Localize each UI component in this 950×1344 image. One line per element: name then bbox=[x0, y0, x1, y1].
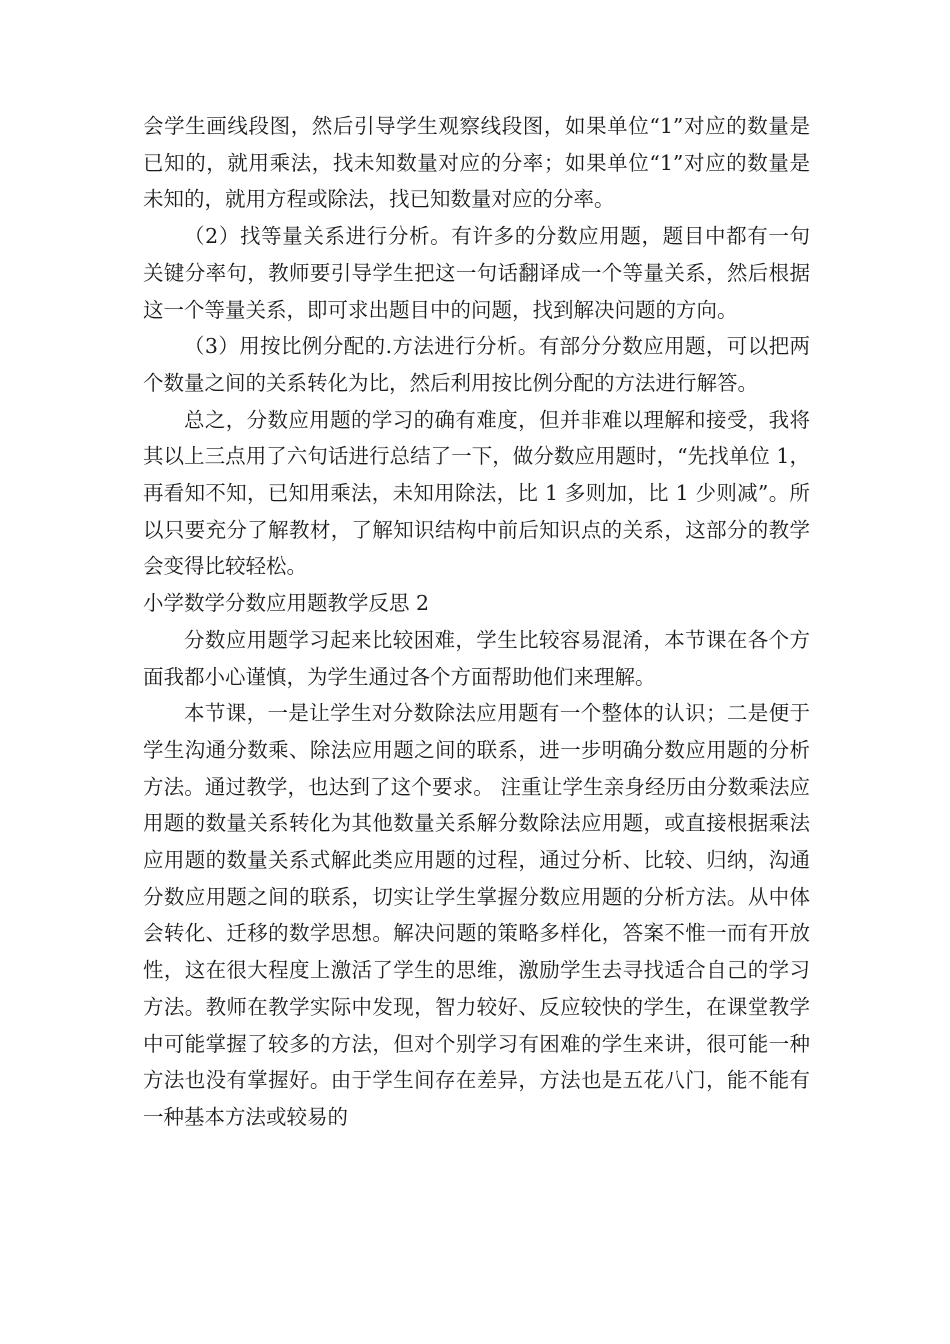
document-body bbox=[143, 108, 810, 1136]
section-heading: 小学数学分数应用题教学反思 2 bbox=[143, 591, 430, 616]
paragraph-continuation: 会学生画线段图，然后引导学生观察线段图，如果单位“1”对应的数量是已知的，就用乘法，找未知数量对应的分率；如果单位“1”对应的数量是未知的，就用方程或除法，找已知数量对应的分率。 bbox=[143, 114, 810, 212]
paragraph-lesson-reflection: 本节课，一是让学生对分数除法应用题有一个整体的认识；二是便于学生沟通分数乘、除法应用题之间的联系，进一步明确分数应用题的分析方法。通过教学，也达到了这个要求。 注重让学生亲身经历由分数乘法应用题的数量关系转化为其他数量关系解分数除法应用题，或直接根据乘法应用题的数量关系式解此类应用题的过程，通过分析、比较、归纳，沟通分数应用题之间的联系，切实让学生掌握分数应用题的分析方法。从中体会转化、迁移的数学思想。解决问题的策略多样化，答案不惟一而有开放性，这在很大程度上激活了学生的思维，激励学生去寻找适合自己的学习方法。教师在教学实际中发现，智力较好、反应较快的学生，在课堂教学中可能掌握了较多的方法，但对个别学习有困难的学生来讲，很可能一种方法也没有掌握好。由于学生间存在差异，方法也是五花八门，能不能有一种基本方法或较易的 bbox=[143, 701, 810, 1129]
paragraph-intro-2: 分数应用题学习起来比较困难，学生比较容易混淆，本节课在各个方面我都小心谨慎，为学生通过各个方面帮助他们来理解。 bbox=[143, 627, 810, 689]
paragraph-summary: 总之，分数应用题的学习的确有难度，但并非难以理解和接受，我将其以上三点用了六句话进行总结了一下，做分数应用题时，“先找单位 1，再看知不知，已知用乘法，未知用除法，比 1 多则加，比 1 少则减”。所以只要充分了解教材，了解知识结构中前后知识点的关系，这部分的教学会变得比较轻松。 bbox=[143, 407, 810, 579]
paragraph-method-2: （2）找等量关系进行分析。有许多的分数应用题，题目中都有一句关键分率句，教师要引导学生把这一句话翻译成一个等量关系，然后根据这一个等量关系，即可求出题目中的问题，找到解决问题的方向。 bbox=[143, 224, 810, 322]
paragraph-method-3: （3）用按比例分配的.方法进行分析。有部分分数应用题，可以把两个数量之间的关系转化为比，然后利用按比例分配的方法进行解答。 bbox=[143, 334, 810, 395]
